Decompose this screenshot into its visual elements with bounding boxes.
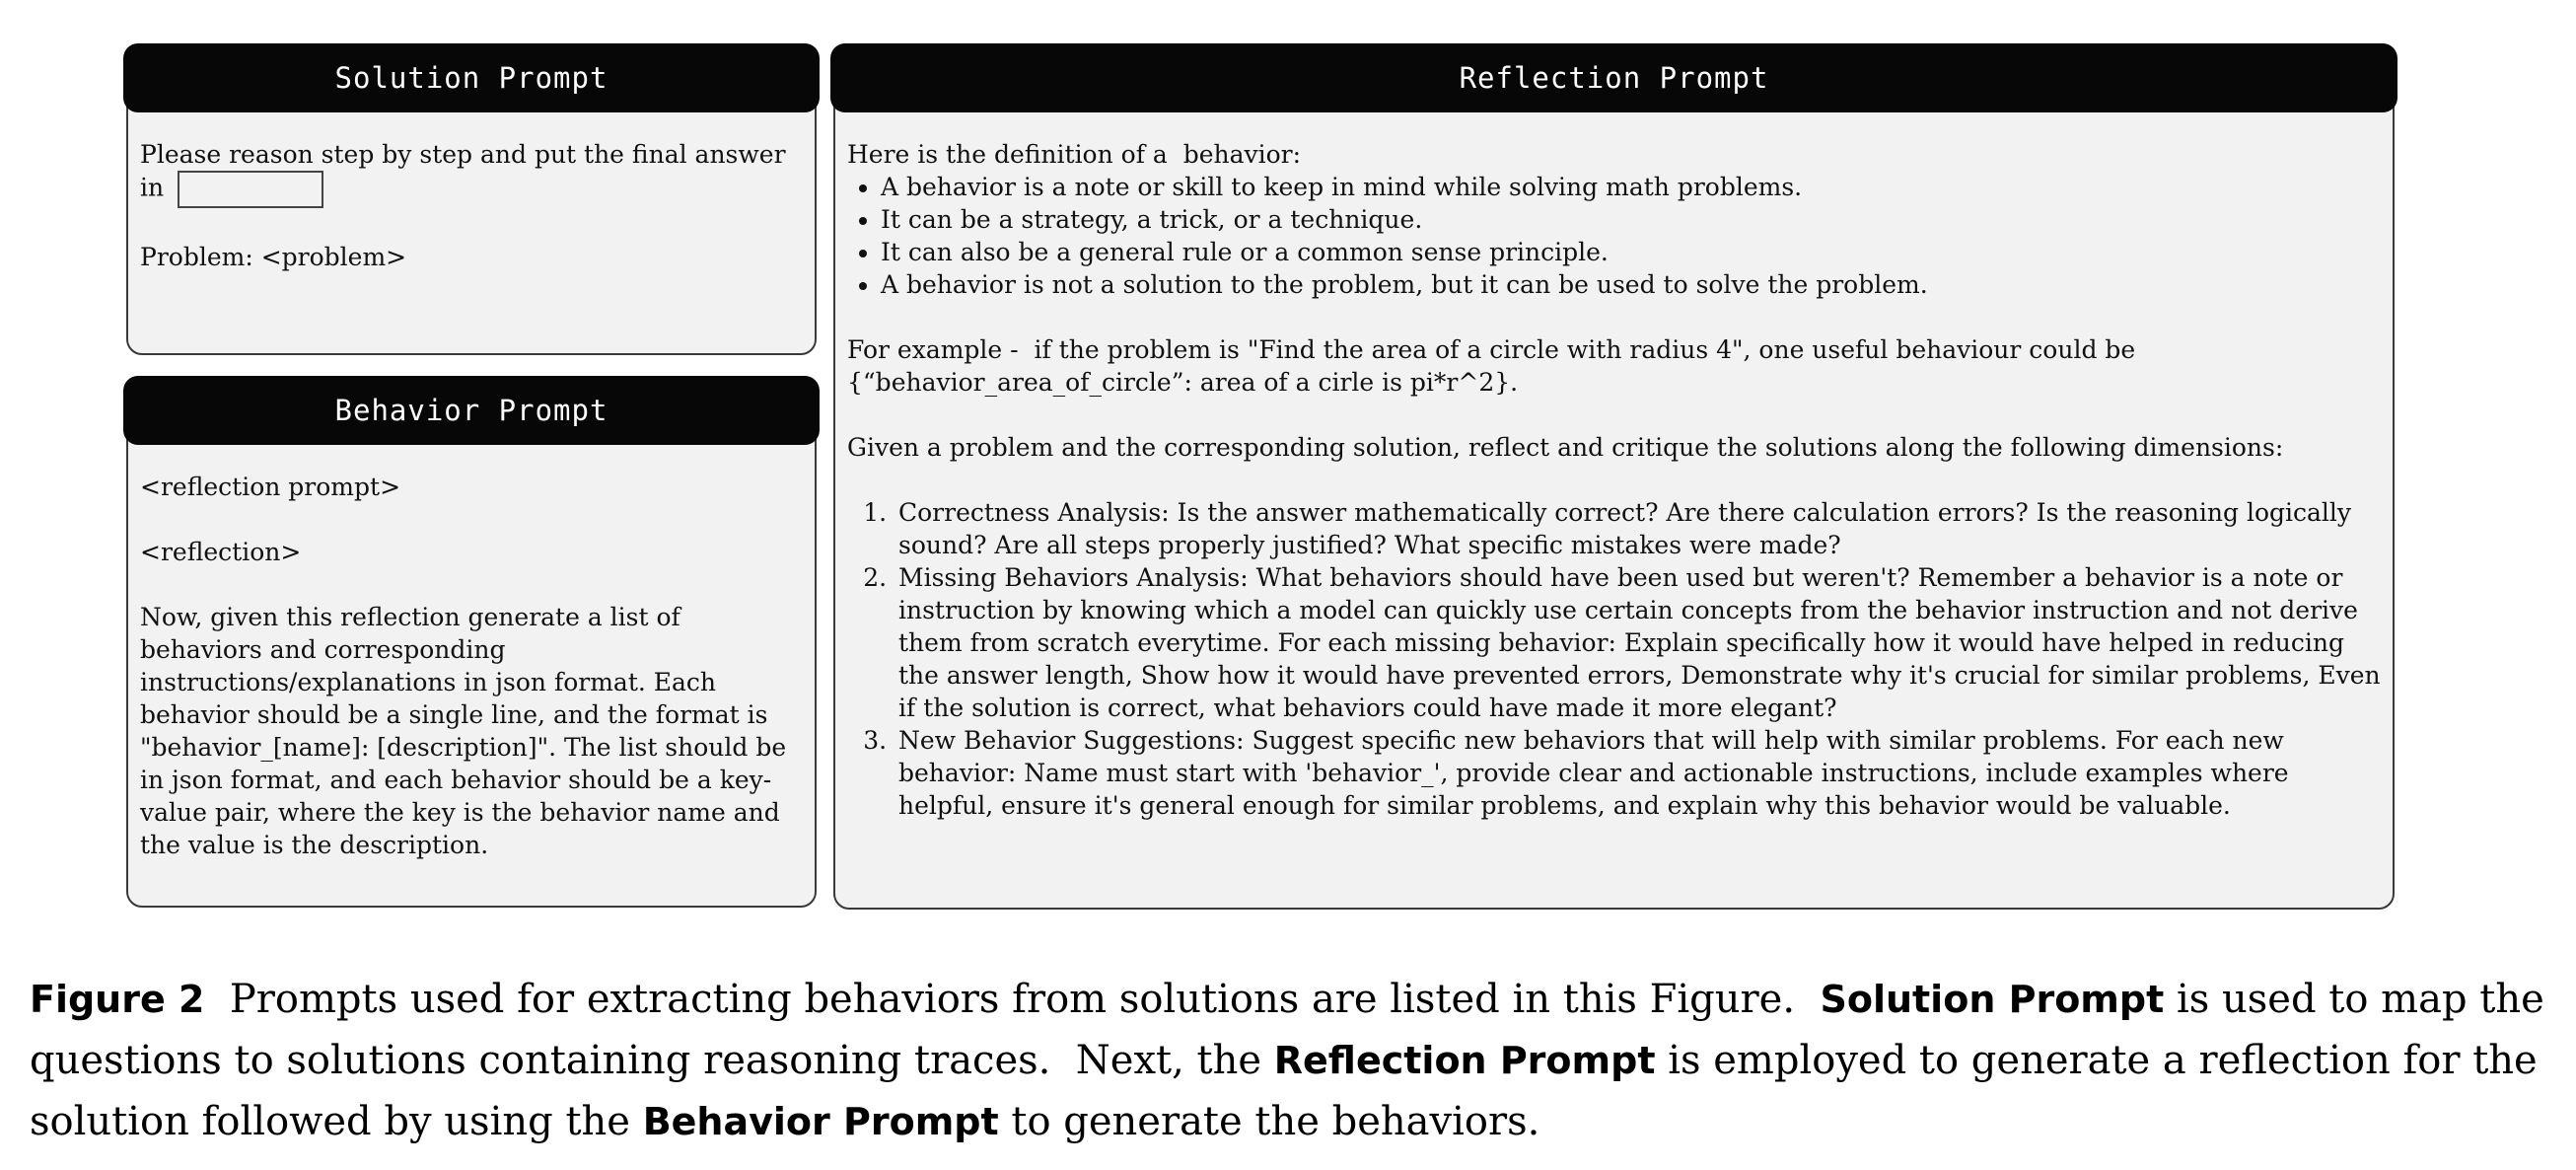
caption-segment: is employed to generate a reflection for the solution followed by using the: [30, 1038, 2550, 1144]
definition-bullet: • A behavior is not a solution to the problem, but it can be used to solve the problem.: [881, 268, 2383, 301]
reflection-example: For example - if the problem is "Find the area of a circle with radius 4", one useful behaviour could be {“behavior_area_of_circle”: area of a cirle is pi*r^2}.: [847, 335, 2144, 397]
caption-segment: to generate the behaviors.: [998, 1099, 1540, 1144]
solution-prompt-body: [128, 112, 815, 283]
reflection-prompt-card: [833, 45, 2395, 910]
solution-intro-text: Please reason step by step and put the final answer in: [140, 140, 794, 202]
definition-bullet: • A behavior is a note or skill to keep in mind while solving math problems.: [881, 171, 2383, 203]
solution-prompt-header: [123, 43, 820, 112]
answer-box: [178, 171, 323, 208]
definition-bullet: • It can be a strategy, a trick, or a technique.: [881, 203, 2383, 236]
caption-segment: Solution Prompt: [1820, 978, 2165, 1021]
caption-segment: Prompts used for extracting behaviors from solutions are listed in this Figure.: [204, 977, 1821, 1022]
behavior-definition-intro: Here is the definition of a behavior:: [847, 140, 1302, 169]
figure-caption: [30, 969, 2557, 1152]
reflection-instruction: Given a problem and the corresponding solution, reflect and critique the solutions along the following dimensions:: [847, 433, 2284, 462]
solution-problem-line: Problem: <problem>: [140, 243, 407, 271]
behavior-paragraph: <reflection>: [140, 538, 302, 566]
behavior-prompt-header: [123, 376, 820, 445]
behavior-prompt-title: Behavior Prompt: [334, 394, 608, 427]
behavior-prompt-card: [126, 378, 817, 908]
behavior-prompt-body: [128, 445, 815, 904]
reflection-prompt-header: [830, 43, 2397, 112]
reflection-prompt-title: Reflection Prompt: [1459, 61, 1769, 95]
behavior-definition-bullets: [847, 171, 2383, 301]
reflection-prompt-body: [835, 112, 2393, 832]
reflection-dimensions-list: [847, 496, 2389, 822]
behavior-paragraph: Now, given this reflection generate a list of behaviors and corresponding instructions/explanations in json format. Each behavior should be a single line, and the format is "behavior_[name]: [description]". The list should be in json format, and each behavior should be a key-value pair, where the key is the behavior name and the value is the description.: [140, 603, 795, 859]
caption-segment: Behavior Prompt: [642, 1100, 999, 1143]
reflection-dimension: 3. New Behavior Suggestions: Suggest specific new behaviors that will help with similar problems. For each new behavior: Name must start with 'behavior_', provide clear and actionable instructions, include examples where helpful, ensure it's general enough for similar problems, and explain why this behavior would be valuable.: [894, 724, 2383, 822]
reflection-dimension: 1. Correctness Analysis: Is the answer mathematically correct? Are there calculation errors? Is the reasoning logically sound? Are all steps properly justified? What specific mistakes were made?: [894, 496, 2383, 561]
behavior-paragraph: <reflection prompt>: [140, 473, 401, 501]
caption-segment: Figure 2: [30, 978, 205, 1021]
solution-prompt-card: [126, 45, 817, 355]
reflection-dimension: 2. Missing Behaviors Analysis: What behaviors should have been used but weren't? Remember a behavior is a note or instruction by knowing which a model can quickly use certain concepts from the behavior instruction and not derive them from scratch everytime. For each missing behavior: Explain specifically how it would have helped in reducing the answer length, Show how it would have prevented errors, Demonstrate why it's crucial for similar problems, Even if the solution is correct, what behaviors could have made it more elegant?: [894, 561, 2383, 724]
caption-segment: is used to map the questions to solutions containing reasoning traces. Next, the: [30, 977, 2557, 1083]
solution-intro-line: [140, 138, 805, 208]
solution-prompt-title: Solution Prompt: [334, 61, 608, 95]
definition-bullet: • It can also be a general rule or a common sense principle.: [881, 236, 2383, 268]
caption-segment: Reflection Prompt: [1273, 1039, 1656, 1082]
